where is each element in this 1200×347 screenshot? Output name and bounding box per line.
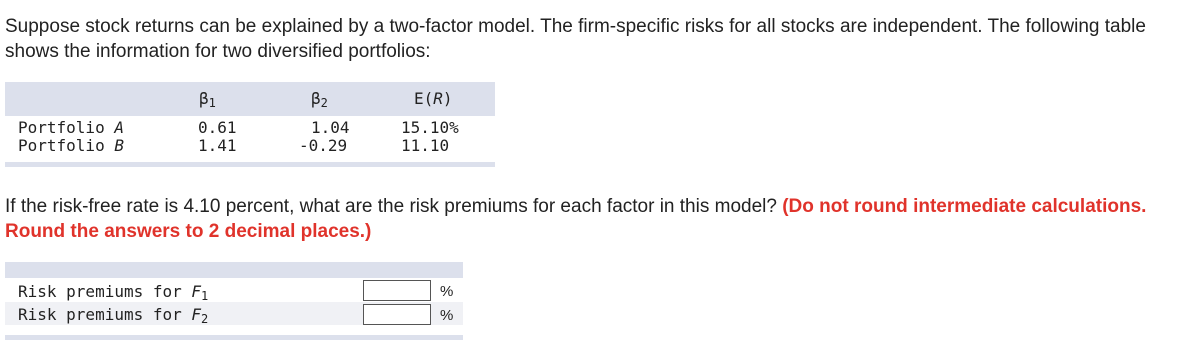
row-a-label: Portfolio A bbox=[18, 118, 124, 137]
header-beta2: $\beta_2$ bbox=[311, 89, 328, 110]
unit-percent-f2: % bbox=[440, 307, 454, 324]
row-a-beta1: 0.61 bbox=[198, 118, 237, 137]
row-b-beta2: -0.29 bbox=[299, 136, 348, 155]
header-beta1: $\beta_1$ bbox=[199, 89, 216, 110]
answer-table bbox=[5, 262, 463, 340]
portfolio-table bbox=[5, 82, 495, 167]
unit-percent-f1: % bbox=[440, 283, 454, 300]
problem-intro: Suppose stock returns can be explained by a two-factor model. The firm-specific risks for all stocks are independent. The following table shows the information for two diversified portfolios: bbox=[5, 16, 1146, 62]
row-b-label: Portfolio B bbox=[18, 136, 124, 155]
question-text: If the risk-free rate is 4.10 percent, what are the risk premiums for each factor in this model? (Do not round intermediate calculations. Round the answers to 2 decimal places.) bbox=[5, 196, 1147, 242]
table-header bbox=[5, 82, 495, 116]
answer-label-f1: Risk premiums for $F_1$ bbox=[18, 282, 209, 303]
instruction-text: (Do not round intermediate calculations. Round the answers to 2 decimal places.) bbox=[5, 196, 1147, 242]
answer-header bbox=[5, 262, 463, 278]
table-bottom-bar bbox=[5, 162, 495, 167]
risk-premium-f2-input[interactable] bbox=[363, 304, 431, 325]
answer-label-f2: Risk premiums for $F_2$ bbox=[18, 305, 209, 326]
row-a-beta2: 1.04 bbox=[311, 118, 350, 137]
row-b-er: 11.10 bbox=[401, 136, 450, 155]
row-b-beta1: 1.41 bbox=[198, 136, 237, 155]
row-a-er: 15.10% bbox=[401, 118, 459, 137]
header-expected-return: E(R) bbox=[414, 89, 453, 108]
risk-premium-f1-input[interactable] bbox=[363, 280, 431, 301]
answer-bottom-bar bbox=[5, 335, 463, 340]
